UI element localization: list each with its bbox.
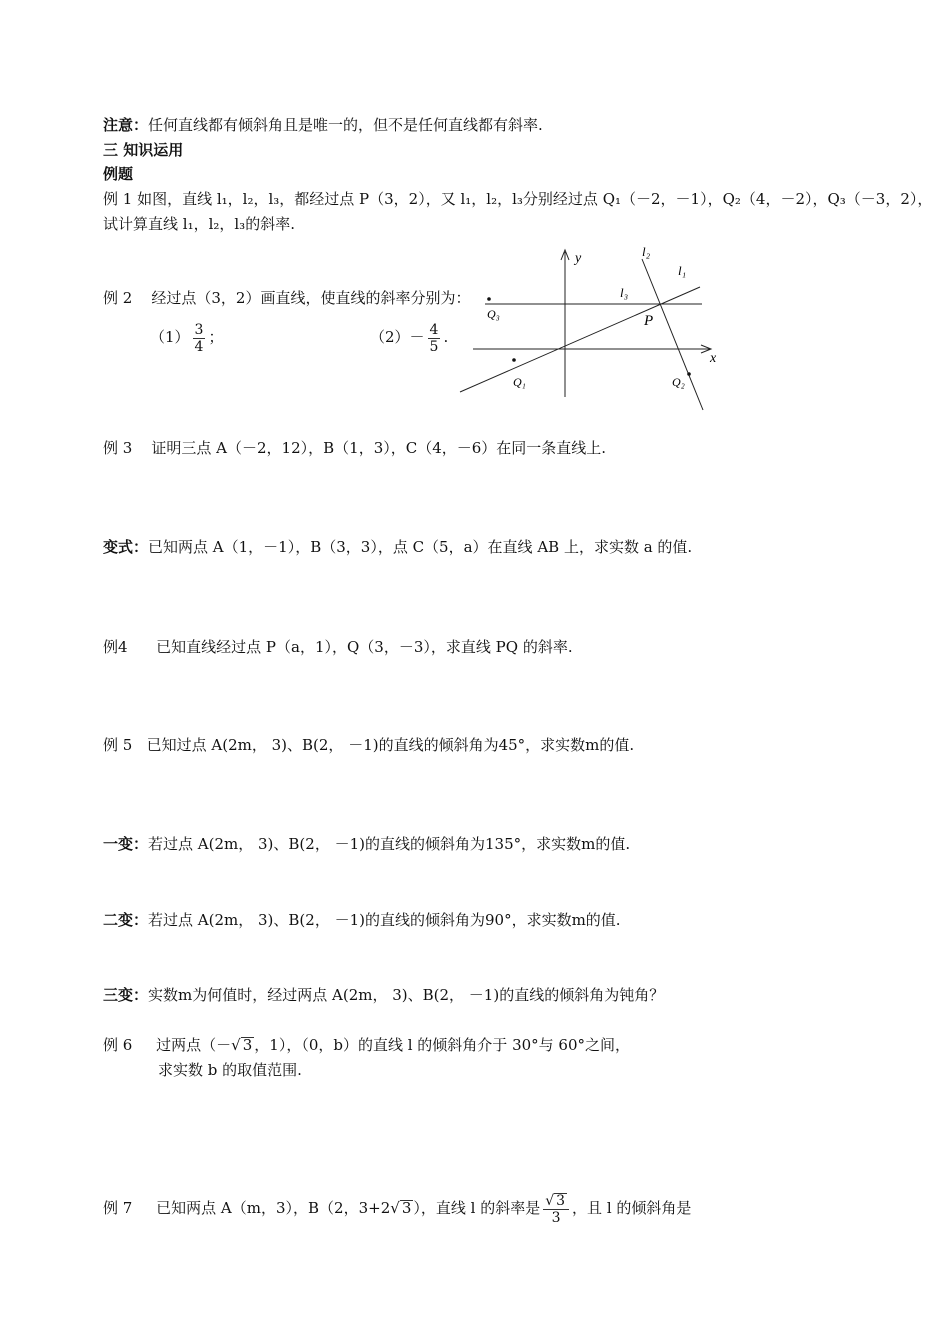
example-6-label: 例 6 <box>103 1036 133 1054</box>
point-q2 <box>687 372 691 376</box>
variant-two-text: 若过点 A(2m， 3)、B(2， －1)的直线的倾斜角为90°，求实数m的值. <box>148 911 621 929</box>
variant <box>103 537 692 557</box>
example-2-label: 例 2 <box>103 289 133 307</box>
note-line <box>103 115 543 135</box>
fraction-3-4 <box>193 322 206 355</box>
note-text: 任何直线都有倾斜角且是唯一的，但不是任何直线都有斜率. <box>148 116 543 134</box>
variant-label: 变式： <box>103 538 149 556</box>
example-2-part-2 <box>370 320 448 355</box>
example-3-text: 证明三点 A（－2，12），B（1，3），C（4，－6）在同一条直线上. <box>151 439 607 457</box>
example-6 <box>103 1035 630 1055</box>
part-1-label: （1） <box>150 328 190 346</box>
fraction-numerator: √ 3 <box>543 1193 569 1210</box>
variant-one-label: 一变： <box>103 835 149 853</box>
sqrt-radicand: 3 <box>556 1192 566 1209</box>
q3-label: Q₃ <box>487 307 500 321</box>
example-4-label: 例4 <box>103 638 128 656</box>
example-2 <box>103 288 470 308</box>
variant-one-text: 若过点 A(2m， 3)、B(2， －1)的直线的倾斜角为135°，求实数m的值. <box>148 835 631 853</box>
example-5-text: 已知过点 A(2m， 3)、B(2， －1)的直线的倾斜角为45°，求实数m的值. <box>146 736 635 754</box>
example-1-line-2: 试计算直线 l₁，l₂，l₃的斜率. <box>103 215 295 233</box>
example-3 <box>103 438 606 458</box>
l2-label: l₂ <box>642 244 651 259</box>
example-7-post: ，且 l 的倾斜角是 <box>572 1199 692 1217</box>
example-7 <box>103 1188 691 1228</box>
example-6-line-2: 求实数 b 的取值范围. <box>158 1061 302 1079</box>
l1-label: l₁ <box>678 263 687 278</box>
fraction-denominator: 5 <box>429 338 439 355</box>
part-1-end: ； <box>208 328 224 346</box>
l3-label: l₃ <box>620 285 629 300</box>
variant-text: 已知两点 A（1，－1），B（3，3），点 C（5，a）在直线 AB 上，求实数 a 的值. <box>148 538 693 556</box>
variant-three-label: 三变： <box>103 986 149 1004</box>
section-title: 三 知识运用 <box>103 141 184 159</box>
example-7-mid: ），直线 l 的斜率是 <box>413 1199 541 1217</box>
fraction-denominator: 3 <box>551 1209 561 1226</box>
x-axis-label: x <box>710 351 717 366</box>
variant-two <box>103 910 621 930</box>
part-2-label: （2）－ <box>370 328 425 346</box>
sqrt-radicand: 3 <box>401 1199 412 1217</box>
example-7-pre: 已知两点 A（m，3），B（2，3+2 <box>156 1199 391 1217</box>
variant-two-label: 二变： <box>103 911 149 929</box>
fraction-sqrt3-over-3 <box>543 1193 569 1226</box>
point-p-label: P <box>644 313 654 329</box>
q2-label: Q₂ <box>672 375 685 389</box>
variant-three <box>103 985 664 1005</box>
example-5 <box>103 735 634 755</box>
example-5-label: 例 5 <box>103 736 133 754</box>
example-4 <box>103 637 573 657</box>
variant-one <box>103 834 630 854</box>
sqrt-symbol: √ <box>231 1036 241 1054</box>
line-l1 <box>460 287 700 392</box>
point-q3 <box>487 297 491 301</box>
examples-header: 例题 <box>103 165 134 183</box>
fraction-numerator: 3 <box>194 321 204 338</box>
example-2-part-1 <box>150 320 223 355</box>
example-1-line-1: 例 1 如图，直线 l₁，l₂，l₃，都经过点 P（3，2），又 l₁，l₂，l₃分别经过点 Q₁（－2，－1），Q₂（4，－2），Q₃（－3，2）， <box>103 190 933 208</box>
coordinate-figure <box>455 242 725 417</box>
example-4-text: 已知直线经过点 P（a，1），Q（3，－3），求直线 PQ 的斜率. <box>156 638 573 656</box>
fraction-4-5 <box>428 322 441 355</box>
variant-three-text: 实数m为何值时，经过两点 A(2m， 3)、B(2， －1)的直线的倾斜角为钝角？ <box>148 986 665 1004</box>
example-6-pre: 过两点（－ <box>156 1036 232 1054</box>
note-label: 注意： <box>103 116 149 134</box>
fraction-numerator: 4 <box>429 321 439 338</box>
point-q1 <box>512 358 516 362</box>
example-2-text: 经过点（3，2）画直线，使直线的斜率分别为： <box>151 289 471 307</box>
sqrt-radicand: 3 <box>242 1036 253 1054</box>
part-2-end: . <box>443 328 449 346</box>
example-7-label: 例 7 <box>103 1199 133 1217</box>
q1-label: Q₁ <box>513 375 526 389</box>
fraction-denominator: 4 <box>194 338 204 355</box>
y-axis-label: y <box>575 251 582 266</box>
example-6-post: ，1），（0，b）的直线 l 的倾斜角介于 30°与 60°之间， <box>254 1036 631 1054</box>
example-3-label: 例 3 <box>103 439 133 457</box>
sqrt-symbol: √ <box>390 1199 400 1217</box>
